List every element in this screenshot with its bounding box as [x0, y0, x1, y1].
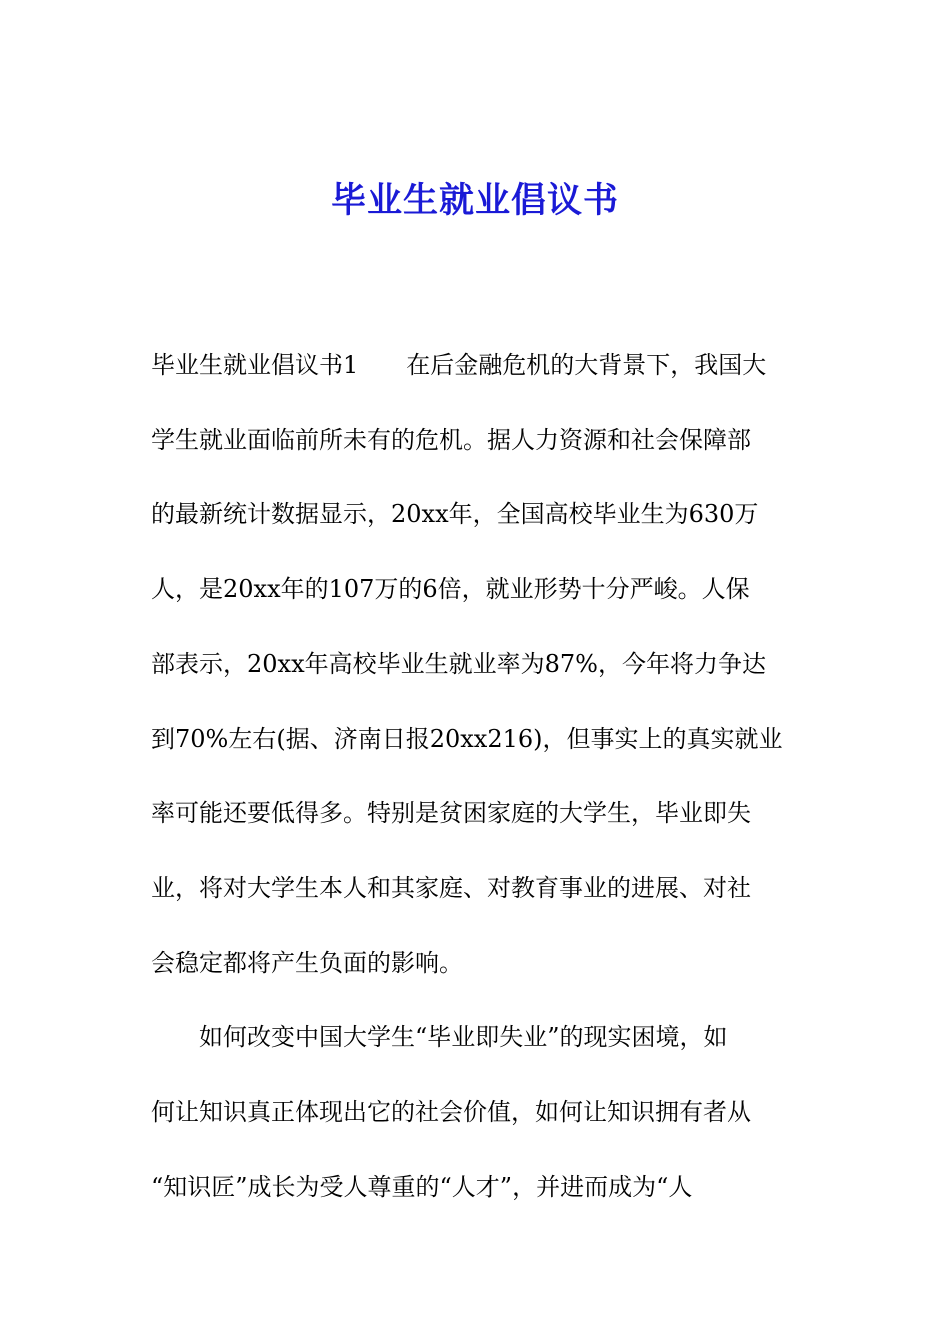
document-body: [151, 328, 811, 1224]
document-title: 毕业生就业倡议书: [330, 180, 619, 221]
body-line: 何让知识真正体现出它的社会价值，如何让知识拥有者从: [151, 1098, 751, 1127]
body-line: 如何改变中国大学生“毕业即失业”的现实困境，如: [151, 1023, 728, 1052]
body-line: 会稳定都将产生负面的影响。: [151, 948, 463, 977]
body-line: 学生就业面临前所未有的危机。据人力资源和社会保障部: [151, 425, 751, 454]
body-line: 人，是20xx年的107万的6倍，就业形势十分严峻。人保: [151, 575, 750, 604]
body-line: 部表示，20xx年高校毕业生就业率为87%，今年将力争达: [151, 649, 766, 678]
body-line: 到70%左右(据、济南日报20xx216)，但事实上的真实就业: [151, 724, 783, 753]
body-line: 业，将对大学生本人和其家庭、对教育事业的进展、对社: [151, 873, 751, 902]
body-line: 毕业生就业倡议书1 在后金融危机的大背景下，我国大: [151, 351, 767, 379]
body-line: “知识匠”成长为受人尊重的“人才”，并进而成为“人: [151, 1172, 693, 1201]
body-line: 率可能还要低得多。特别是贫困家庭的大学生，毕业即失: [151, 799, 751, 828]
body-line: 的最新统计数据显示，20xx年，全国高校毕业生为630万: [151, 500, 759, 529]
